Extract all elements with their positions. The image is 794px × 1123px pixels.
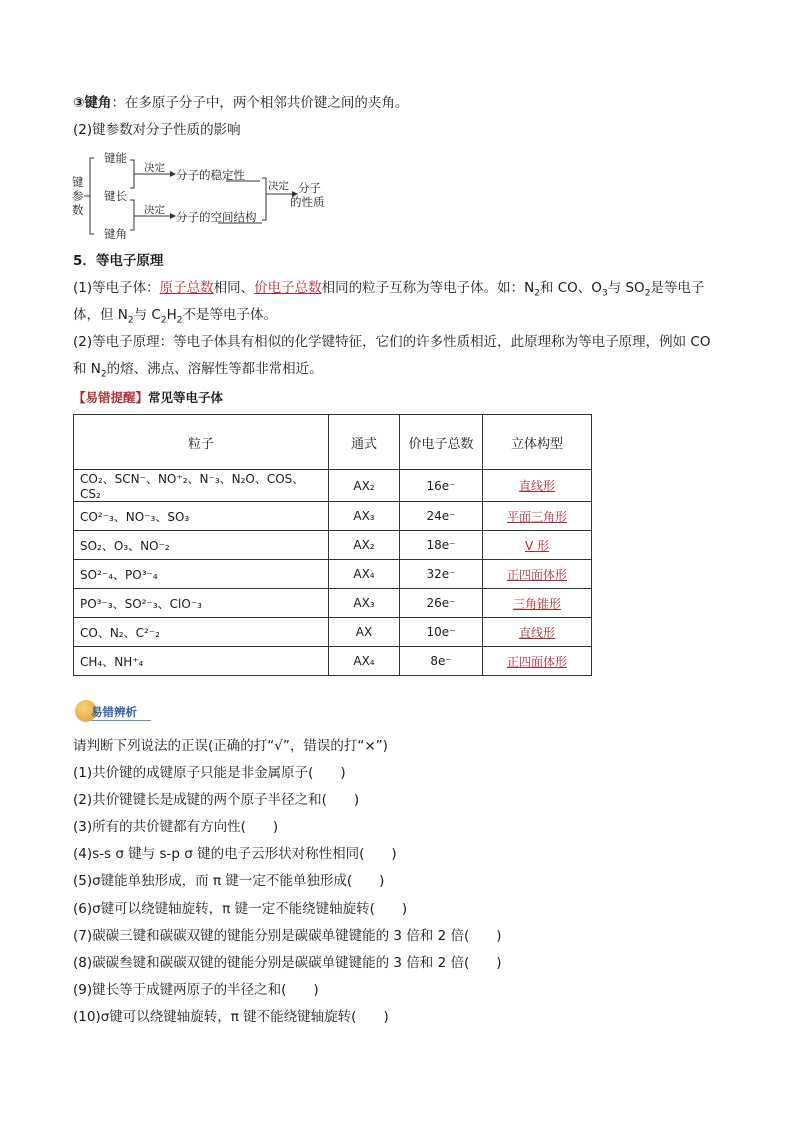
bond-angle-prefix: ③键角 [73,95,112,111]
p1-term-valence-count: 价电子总数 [254,280,322,296]
spatial-structure-label: 分子的空间结构 [176,210,257,224]
p1-text-a: (1)等电子体： [73,280,160,296]
cell-electrons: 8e⁻ [400,647,483,676]
stability-label: 分子的稳定性 [176,168,245,182]
sub: 2 [100,369,107,380]
cell-electrons: 26e⁻ [400,589,483,618]
cell-electrons: 32e⁻ [400,560,483,589]
table-row [74,589,592,618]
table-row [74,618,592,647]
isoelectronic-table [73,414,592,676]
statement-item: (1)共价键的成键原子只能是非金属原子( ) [73,765,346,781]
analysis-badge [75,698,155,726]
root-char-1: 键 [72,175,84,189]
bond-angle-text: ：在多原子分子中，两个相邻共价键之间的夹角。 [111,95,409,111]
header-shape: 立体构型 [483,415,592,470]
bond-parameter-diagram [70,148,340,244]
header-electrons: 价电子总数 [400,415,483,470]
cell-shape: 正四面体形 [483,647,592,676]
p1-line2-c: H [166,307,177,323]
decide-label-right: 决定 [268,180,289,192]
root-char-2: 参 [72,189,84,203]
param-bond-energy: 键能 [104,151,127,165]
section5-p2-line2 [73,360,323,378]
cell-electrons: 24e⁻ [400,502,483,531]
badge-underline [91,720,151,721]
p1-text-e: 与 SO [607,280,645,296]
p1-line2-b: 与 C [133,307,161,323]
cell-particles: SO₂、O₃、NO⁻₂ [74,531,329,560]
p2-line2-a: 和 N [73,361,101,377]
section5-p2-line1: (2)等电子原理：等电子体具有相似的化学键特征，它们的许多性质相近，此原理称为等电子原理，例如 CO [73,334,711,350]
cell-shape: 正四面体形 [483,560,592,589]
cell-electrons: 10e⁻ [400,618,483,647]
table-row [74,531,592,560]
p1-text-b: 相同、 [213,280,255,296]
statement-item: (9)键长等于成键两原子的半径之和( ) [73,982,319,998]
section5-p1-line2 [73,306,277,324]
sub: 2 [160,315,167,326]
cell-formula: AX₄ [329,647,400,676]
p1-line2-d: 不是等电子体。 [182,307,277,323]
p1-line2-a: 体，但 N [73,307,128,323]
cell-formula: AX [329,618,400,647]
cell-electrons: 18e⁻ [400,531,483,560]
cell-particles: PO³⁻₃、SO²⁻₃、ClO⁻₃ [74,589,329,618]
p1-text-d: 和 CO、O [539,280,602,296]
root-char-3: 数 [72,203,84,217]
tip-bracket: 【易错提醒】 [73,390,149,405]
sub: 2 [644,288,651,299]
cell-particles: CH₄、NH⁺₄ [74,647,329,676]
statement-item: (3)所有的共价键都有方向性( ) [73,819,279,835]
cell-shape: 平面三角形 [483,502,592,531]
cell-shape: 直线形 [483,470,592,502]
decide-label-lower: 决定 [144,204,165,216]
cell-electrons: 16e⁻ [400,470,483,502]
p1-term-atom-count: 原子总数 [159,280,214,296]
cell-shape: 三角锥形 [483,589,592,618]
table-row [74,647,592,676]
section5-p1-line1 [73,279,704,297]
table-header-row [74,415,592,470]
property-label-bottom: 的性质 [290,195,325,209]
cell-particles: CO₂、SCN⁻、NO⁺₂、N⁻₃、N₂O、COS、CS₂ [74,470,329,502]
cell-formula: AX₃ [329,589,400,618]
p2-line2-b: 的熔、沸点、溶解性等都非常相近。 [106,361,323,377]
header-particle: 粒子 [74,415,329,470]
table-row [74,560,592,589]
table-row [74,502,592,531]
decide-label-upper: 决定 [144,162,165,174]
p1-text-f: 是等电子 [650,280,705,296]
badge-label: 易错辨析 [91,705,137,719]
tip-header [73,388,223,406]
table-row [74,470,592,502]
statement-item: (2)共价键键长是成键的两个原子半径之和( ) [73,792,360,808]
tip-title: 常见等电子体 [148,390,224,405]
influence-heading: (2)键参数对分子性质的影响 [73,122,241,138]
analysis-instruction: 请判断下列说法的正误(正确的打“√”，错误的打“×”) [73,738,388,754]
statement-item: (10)σ键可以绕键轴旋转，π 键不能绕键轴旋转( ) [73,1009,389,1025]
statement-item: (6)σ键可以绕键轴旋转，π 键一定不能绕键轴旋转( ) [73,901,408,917]
header-formula: 通式 [329,415,400,470]
cell-particles: CO、N₂、C²⁻₂ [74,618,329,647]
section5-title: 5．等电子原理 [73,253,164,269]
param-bond-length: 键长 [104,189,127,203]
cell-particles: CO²⁻₃、NO⁻₃、SO₃ [74,502,329,531]
sub: 2 [176,315,183,326]
cell-formula: AX₂ [329,470,400,502]
statement-item: (7)碳碳三键和碳碳双键的键能分别是碳碳单键键能的 3 倍和 2 倍( ) [73,928,502,944]
sub: 3 [601,288,608,299]
statement-item: (4)s-s σ 键与 s-p σ 键的电子云形状对称性相同( ) [73,846,397,862]
cell-formula: AX₃ [329,502,400,531]
sub: 2 [127,315,134,326]
statement-item: (8)碳碳叁键和碳碳双键的键能分别是碳碳单键键能的 3 倍和 2 倍( ) [73,955,502,971]
p1-text-c: 相同的粒子互称为等电子体。如：N [321,280,535,296]
bond-angle-line [73,94,408,112]
property-label-top: 分子 [298,181,321,195]
sub: 2 [534,288,540,299]
cell-formula: AX₄ [329,560,400,589]
param-bond-angle: 键角 [104,227,127,241]
cell-shape: V 形 [483,531,592,560]
cell-particles: SO²⁻₄、PO³⁻₄ [74,560,329,589]
statement-item: (5)σ键能单独形成，而 π 键一定不能单独形成( ) [73,873,385,889]
cell-shape: 直线形 [483,618,592,647]
cell-formula: AX₂ [329,531,400,560]
